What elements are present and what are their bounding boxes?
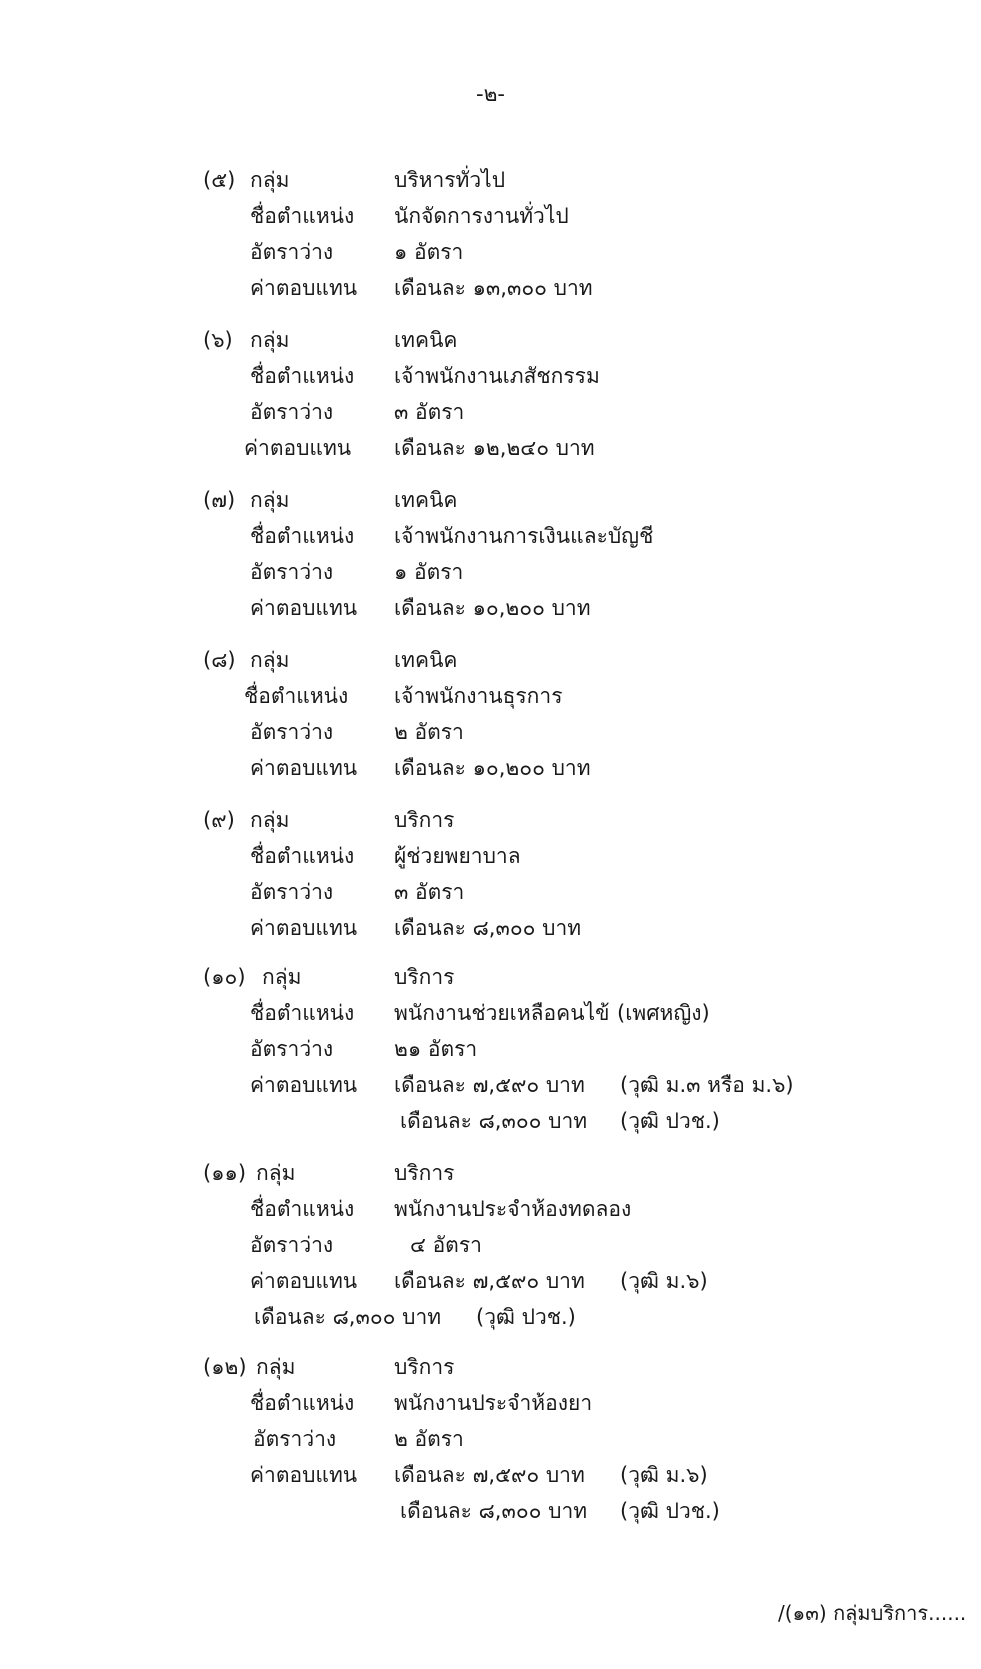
pay-label: ค่าตอบแทน	[250, 1269, 358, 1293]
entry-number: (๘)	[203, 648, 236, 672]
group-value: บริหารทั่วไป	[394, 168, 506, 192]
pay-amount: เดือนละ ๘,๓๐๐ บาท	[400, 1499, 588, 1523]
pay-amount: เดือนละ ๑๓,๓๐๐ บาท	[394, 276, 593, 300]
vacancy-label: อัตราว่าง	[250, 400, 334, 424]
position-label: ชื่อตำแหน่ง	[250, 1001, 355, 1025]
group-label: กลุ่ม	[256, 1161, 296, 1185]
vacancy-label: อัตราว่าง	[250, 720, 334, 744]
pay-amount: เดือนละ ๑๐,๒๐๐ บาท	[394, 596, 591, 620]
position-label: ชื่อตำแหน่ง	[250, 844, 355, 868]
position-label: ชื่อตำแหน่ง	[250, 204, 355, 228]
position-label: ชื่อตำแหน่ง	[244, 684, 349, 708]
pay-label: ค่าตอบแทน	[244, 436, 352, 460]
pay-label: ค่าตอบแทน	[250, 596, 358, 620]
group-value: เทคนิค	[394, 488, 458, 512]
position-label: ชื่อตำแหน่ง	[250, 1197, 355, 1221]
entry-number: (๕)	[203, 168, 236, 192]
pay-qualification-note: (วุฒิ ปวช.)	[620, 1499, 720, 1523]
position-value: เจ้าพนักงานเภสัชกรรม	[394, 364, 600, 388]
group-label: กลุ่ม	[250, 328, 290, 352]
group-label: กลุ่ม	[250, 168, 290, 192]
pay-amount: เดือนละ ๑๒,๒๔๐ บาท	[394, 436, 595, 460]
position-note: (เพศหญิง)	[617, 1001, 710, 1025]
group-value: บริการ	[394, 965, 455, 989]
pay-amount: เดือนละ ๑๐,๒๐๐ บาท	[394, 756, 591, 780]
group-value: บริการ	[394, 808, 455, 832]
pay-amount: เดือนละ ๗,๕๙๐ บาท	[394, 1073, 585, 1097]
pay-amount: เดือนละ ๘,๓๐๐ บาท	[254, 1305, 442, 1329]
vacancy-label: อัตราว่าง	[250, 1233, 334, 1257]
pay-label: ค่าตอบแทน	[250, 1073, 358, 1097]
vacancy-value: ๒๑ อัตรา	[394, 1037, 478, 1061]
position-label: ชื่อตำแหน่ง	[250, 1391, 355, 1415]
entry-number: (๑๒)	[203, 1355, 247, 1379]
position-value: เจ้าพนักงานธุรการ	[394, 684, 563, 708]
vacancy-label: อัตราว่าง	[250, 880, 334, 904]
group-value: เทคนิค	[394, 648, 458, 672]
vacancy-value: ๓ อัตรา	[394, 400, 465, 424]
pay-label: ค่าตอบแทน	[250, 1463, 358, 1487]
vacancy-label: อัตราว่าง	[250, 560, 334, 584]
pay-amount: เดือนละ ๘,๓๐๐ บาท	[400, 1109, 588, 1133]
group-label: กลุ่ม	[250, 488, 290, 512]
vacancy-value: ๓ อัตรา	[394, 880, 465, 904]
group-label: กลุ่ม	[250, 808, 290, 832]
pay-label: ค่าตอบแทน	[250, 756, 358, 780]
vacancy-value: ๑ อัตรา	[394, 560, 464, 584]
position-value: พนักงานประจำห้องทดลอง	[394, 1197, 632, 1221]
pay-amount: เดือนละ ๗,๕๙๐ บาท	[394, 1269, 585, 1293]
position-value: พนักงานช่วยเหลือคนไข้	[394, 1001, 610, 1025]
group-label: กลุ่ม	[262, 965, 302, 989]
vacancy-value: ๑ อัตรา	[394, 240, 464, 264]
position-value: นักจัดการงานทั่วไป	[394, 204, 569, 228]
vacancy-value: ๔ อัตรา	[410, 1233, 482, 1257]
group-label: กลุ่ม	[256, 1355, 296, 1379]
group-value: บริการ	[394, 1355, 455, 1379]
pay-qualification-note: (วุฒิ ม.๖)	[620, 1269, 708, 1293]
pay-label: ค่าตอบแทน	[250, 276, 358, 300]
vacancy-label: อัตราว่าง	[253, 1427, 337, 1451]
pay-qualification-note: (วุฒิ ปวช.)	[620, 1109, 720, 1133]
pay-amount: เดือนละ ๗,๕๙๐ บาท	[394, 1463, 585, 1487]
position-value: ผู้ช่วยพยาบาล	[394, 844, 521, 868]
entry-number: (๗)	[203, 488, 236, 512]
entry-number: (๑๐)	[203, 965, 246, 989]
vacancy-value: ๒ อัตรา	[394, 720, 464, 744]
position-label: ชื่อตำแหน่ง	[250, 524, 355, 548]
entry-number: (๖)	[203, 328, 233, 352]
entry-number: (๑๑)	[203, 1161, 247, 1185]
group-value: บริการ	[394, 1161, 455, 1185]
pay-qualification-note: (วุฒิ ปวช.)	[476, 1305, 576, 1329]
group-value: เทคนิค	[394, 328, 458, 352]
group-label: กลุ่ม	[250, 648, 290, 672]
position-label: ชื่อตำแหน่ง	[250, 364, 355, 388]
vacancy-value: ๒ อัตรา	[394, 1427, 464, 1451]
position-value: พนักงานประจำห้องยา	[394, 1391, 593, 1415]
vacancy-label: อัตราว่าง	[250, 240, 334, 264]
pay-qualification-note: (วุฒิ ม.๖)	[620, 1463, 708, 1487]
pay-qualification-note: (วุฒิ ม.๓ หรือ ม.๖)	[620, 1073, 794, 1097]
continuation-note: /(๑๓) กลุ่มบริการ......	[778, 1601, 967, 1625]
page-number: -๒-	[476, 82, 505, 106]
pay-amount: เดือนละ ๘,๓๐๐ บาท	[394, 916, 582, 940]
entry-number: (๙)	[203, 808, 235, 832]
vacancy-label: อัตราว่าง	[250, 1037, 334, 1061]
position-value: เจ้าพนักงานการเงินและบัญชี	[394, 524, 654, 548]
pay-label: ค่าตอบแทน	[250, 916, 358, 940]
